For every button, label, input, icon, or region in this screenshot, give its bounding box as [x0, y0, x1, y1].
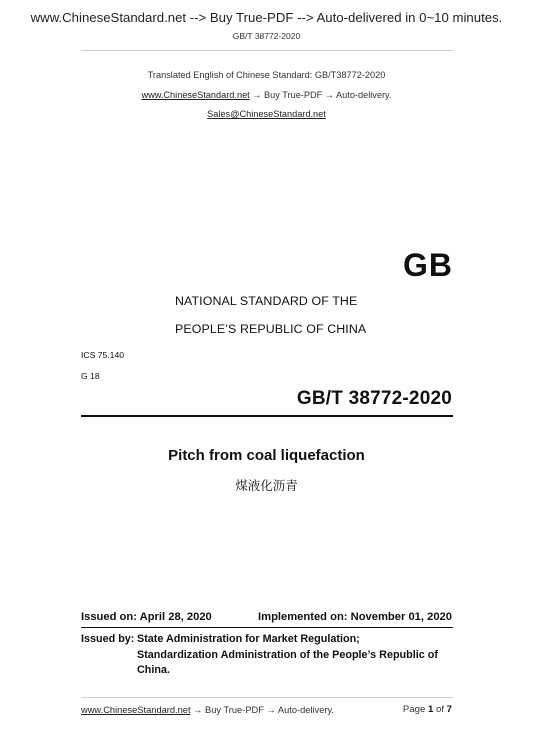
footer-site-link[interactable]: www.ChineseStandard.net: [81, 705, 191, 715]
title-divider: [81, 415, 453, 417]
sales-email-link[interactable]: Sales@ChineseStandard.net: [207, 109, 326, 119]
header-divider: [81, 50, 453, 51]
dates-divider: [81, 627, 453, 628]
footer-buy-text: → Buy True-PDF → Auto-delivery.: [190, 705, 335, 715]
site-link[interactable]: www.ChineseStandard.net: [141, 90, 250, 100]
title-english: Pitch from coal liquefaction: [168, 447, 365, 464]
footer-line: [81, 705, 334, 715]
page-current: 1: [427, 704, 434, 715]
issued-by-label: Issued by:: [81, 633, 135, 645]
issuer-line-1: State Administration for Market Regulation;: [137, 633, 360, 645]
page-total: 7: [446, 704, 452, 715]
issued-on-date: Issued on: April 28, 2020: [81, 611, 212, 623]
issuer-line-3: China.: [137, 664, 170, 676]
footer-divider: [81, 697, 453, 698]
document-code-header: GB/T 38772-2020: [232, 31, 301, 41]
issued-by-block: [81, 632, 453, 679]
buy-text: → Buy True-PDF → Auto-delivery.: [249, 90, 392, 100]
page-of: of: [433, 704, 447, 715]
top-banner[interactable]: www.ChineseStandard.net --> Buy True-PDF --> Auto-delivered in 0~10 minutes.: [30, 10, 503, 25]
sales-email-line: [0, 109, 533, 119]
translation-note: Translated English of Chinese Standard: GB/T38772-2020: [147, 70, 386, 80]
title-chinese: 煤液化沥青: [235, 478, 298, 493]
translation-link-line: [0, 90, 533, 100]
issuer-line-2: Standardization Administration of the People’s Republic of: [137, 648, 438, 661]
national-standard-line-2: PEOPLE’S REPUBLIC OF CHINA: [175, 322, 367, 336]
ics-code: ICS 75.140: [81, 350, 124, 360]
page-indicator: [403, 704, 452, 715]
gb-mark: GB: [403, 247, 453, 283]
ccs-code: G 18: [81, 371, 100, 381]
page-label: Page: [402, 704, 428, 715]
national-standard-line-1: NATIONAL STANDARD OF THE: [175, 294, 358, 308]
implemented-on-date: Implemented on: November 01, 2020: [258, 611, 452, 623]
standard-number: GB/T 38772-2020: [296, 388, 452, 409]
